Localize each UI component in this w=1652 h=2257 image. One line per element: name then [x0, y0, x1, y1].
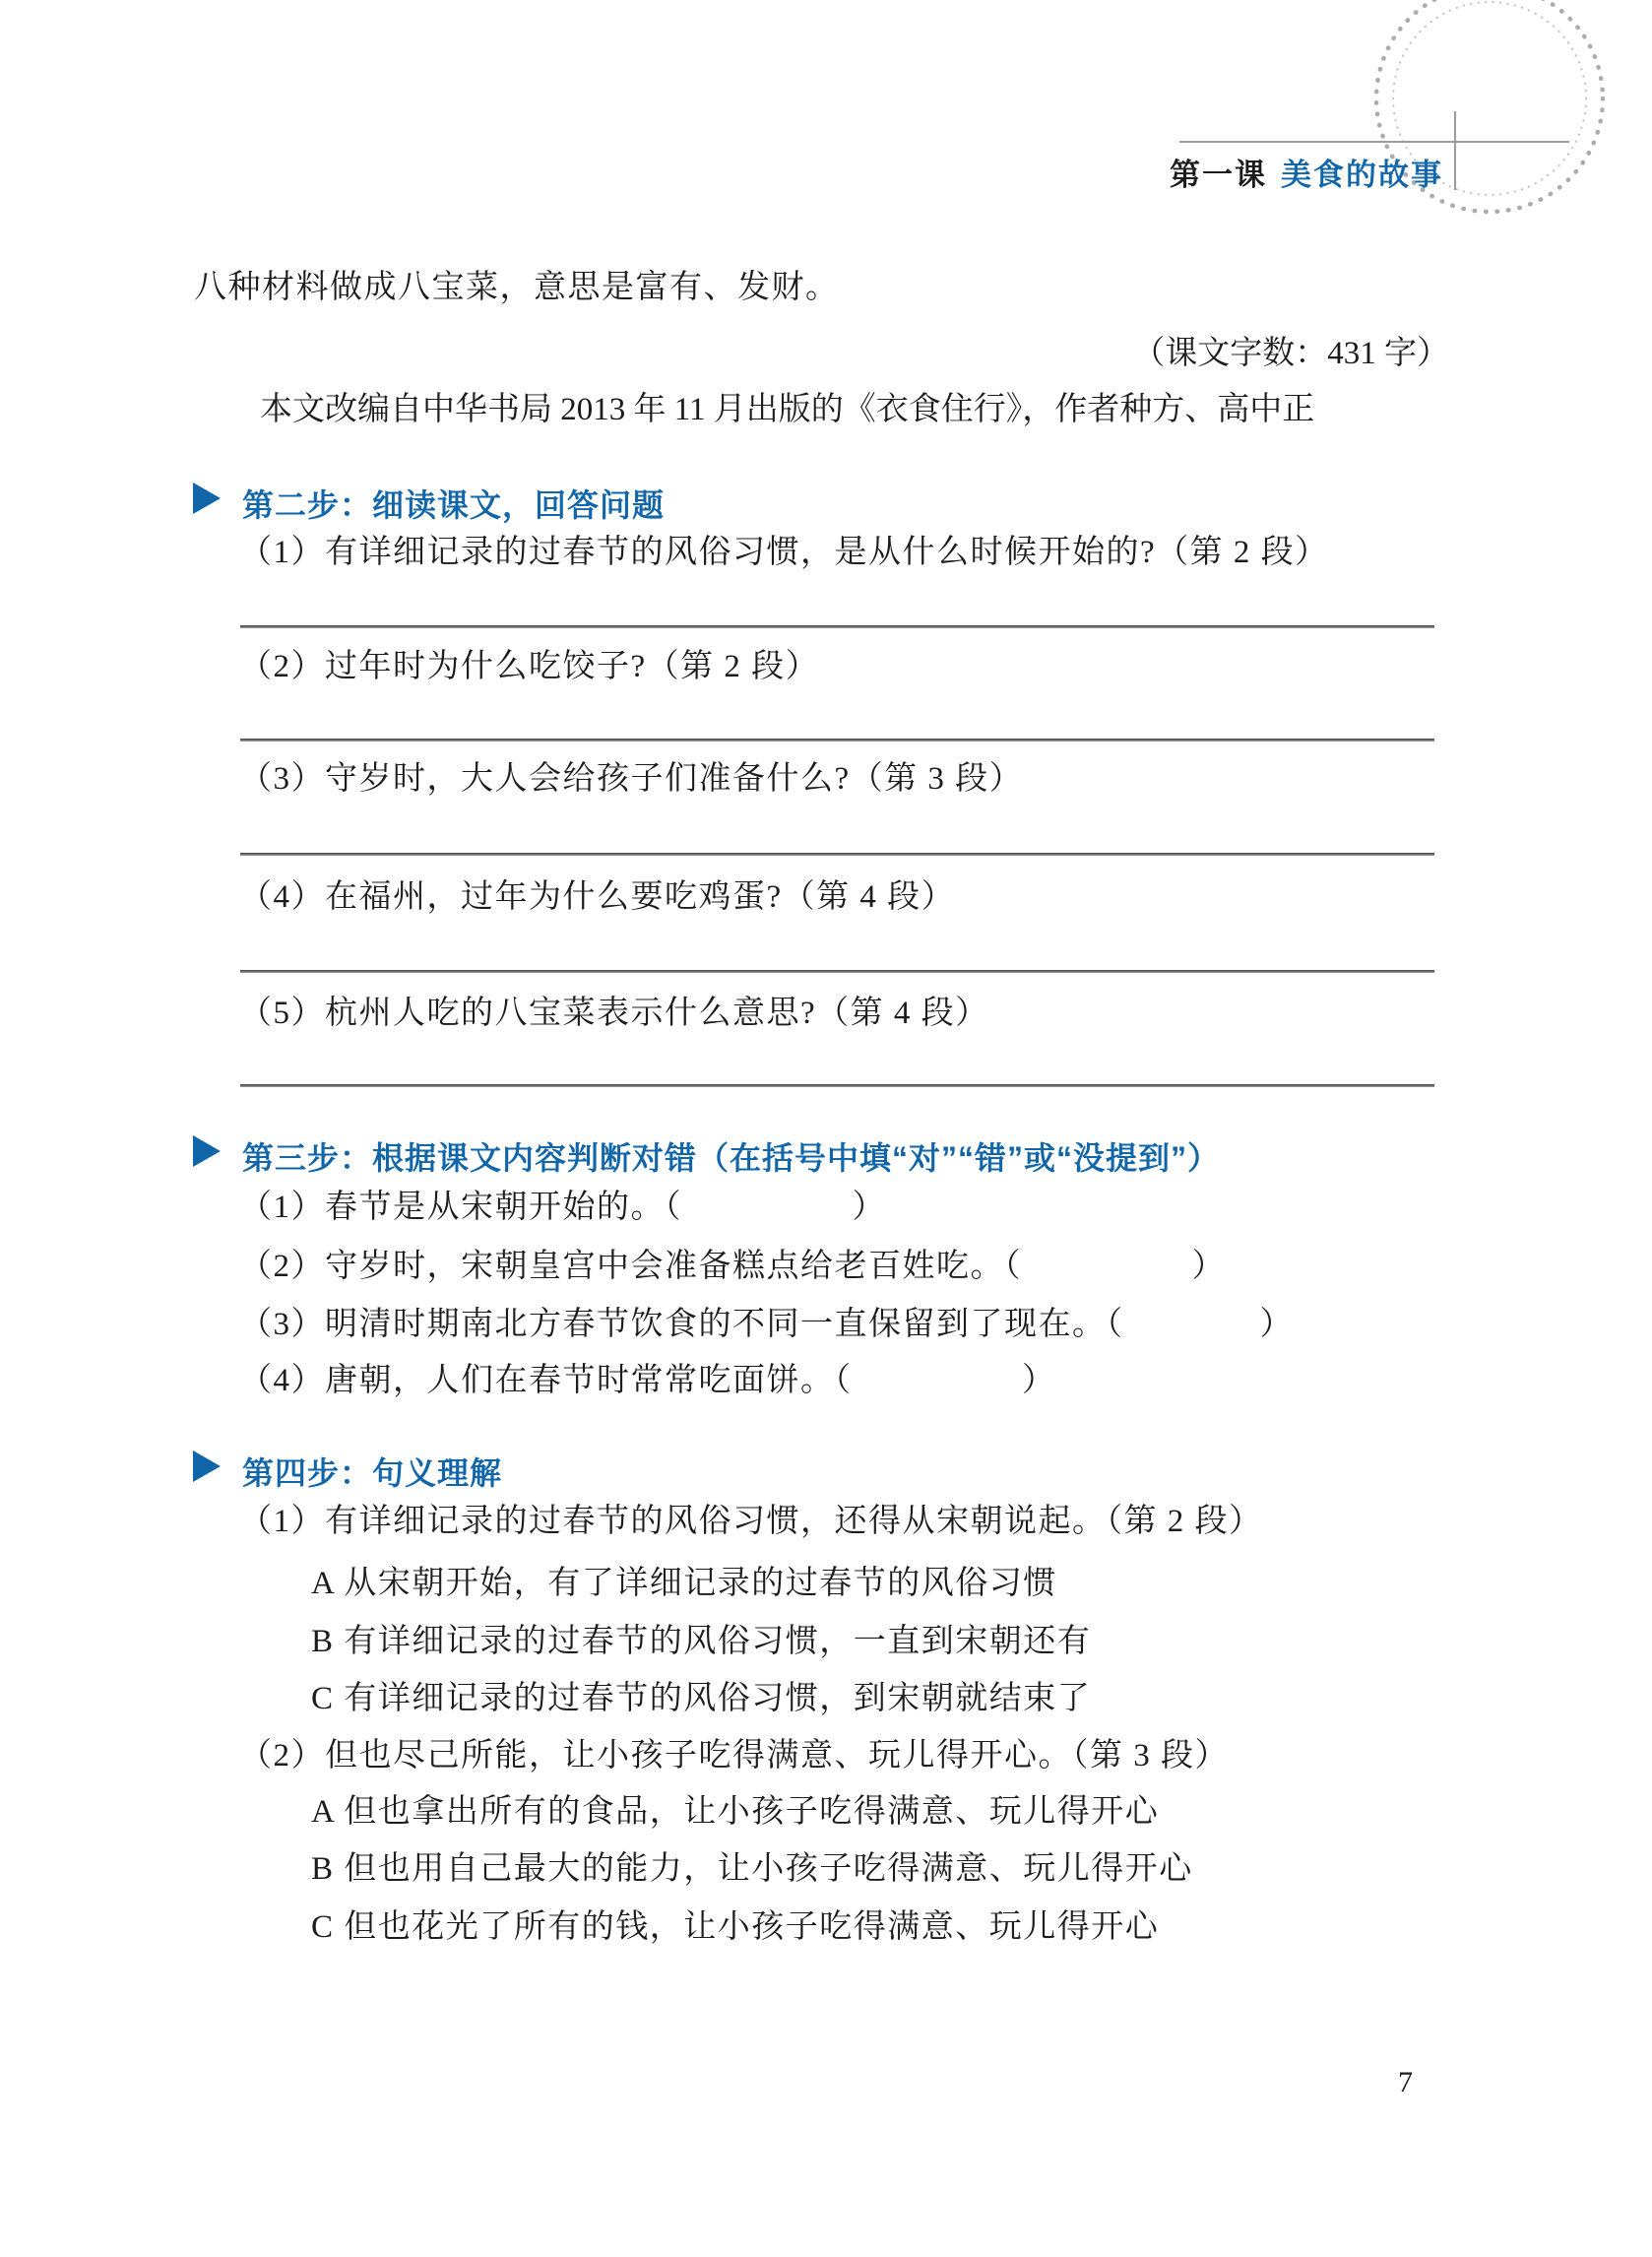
true-false-item: （4）唐朝，人们在春节时常常吃面饼。（ ）	[239, 1363, 1056, 1398]
true-false-item: （2）守岁时，宋朝皇宫中会准备糕点给老百姓吃。（ ）	[239, 1249, 1226, 1284]
answer-line	[240, 853, 1434, 856]
question-item: （5）杭州人吃的八宝菜表示什么意思?（第 4 段）	[239, 996, 989, 1031]
section-header-step2: 第二步：细读课文，回答问题	[242, 487, 666, 523]
question-item: （2）过年时为什么吃饺子?（第 2 段）	[239, 649, 820, 684]
answer-line	[240, 739, 1434, 742]
question-item: （4）在福州，过年为什么要吃鸡蛋?（第 4 段）	[239, 879, 956, 915]
true-false-item: （3）明清时期南北方春节饮食的不同一直保留到了现在。（ ）	[239, 1307, 1294, 1342]
mc-question-stem: （2）但也尽己所能，让小孩子吃得满意、玩儿得开心。（第 3 段）	[239, 1738, 1229, 1773]
header-horizontal-rule	[1179, 141, 1569, 143]
true-false-item: （1）春节是从宋朝开始的。（ ）	[239, 1190, 886, 1225]
intro-text-line: 八种材料做成八宝菜，意思是富有、发财。	[194, 270, 840, 305]
mc-option: C 但也花光了所有的钱，让小孩子吃得满意、玩儿得开心	[311, 1909, 1160, 1945]
section-header-step3: 第三步：根据课文内容判断对错（在括号中填“对”“错”或“没提到”）	[242, 1140, 1221, 1176]
section-header-step4: 第四步：句义理解	[242, 1455, 503, 1491]
decorative-dotted-circles	[1357, 0, 1652, 231]
answer-line	[240, 1084, 1434, 1087]
header-vertical-rule	[1454, 111, 1456, 190]
answer-line	[240, 970, 1434, 973]
question-item: （3）守岁时，大人会给孩子们准备什么?（第 3 段）	[239, 761, 1024, 797]
lesson-number: 第一课	[1170, 158, 1267, 192]
section-arrow-icon	[193, 1451, 221, 1482]
section-arrow-icon	[193, 483, 221, 514]
mc-option: B 有详细记录的过春节的风俗习惯，一直到宋朝还有	[311, 1624, 1092, 1659]
page-header	[1170, 150, 1443, 194]
mc-option: B 但也用自己最大的能力，让小孩子吃得满意、玩儿得开心	[311, 1851, 1193, 1887]
mc-option: C 有详细记录的过春节的风俗习惯，到宋朝就结束了	[311, 1681, 1092, 1716]
page-number: 7	[1398, 2066, 1413, 2098]
question-item: （1）有详细记录的过春节的风俗习惯，是从什么时候开始的?（第 2 段）	[239, 535, 1329, 570]
lesson-title: 美食的故事	[1281, 158, 1443, 192]
mc-option: A 从宋朝开始，有了详细记录的过春节的风俗习惯	[311, 1566, 1057, 1601]
answer-line	[240, 625, 1434, 628]
mc-option: A 但也拿出所有的食品，让小孩子吃得满意、玩儿得开心	[311, 1794, 1160, 1830]
source-attribution: 本文改编自中华书局 2013 年 11 月出版的《衣食住行》，作者种方、高中正	[260, 392, 1315, 427]
mc-question-stem: （1）有详细记录的过春节的风俗习惯，还得从宋朝说起。（第 2 段）	[239, 1504, 1263, 1539]
word-count-note: （课文字数：431 字）	[1132, 336, 1449, 371]
section-arrow-icon	[193, 1135, 221, 1167]
